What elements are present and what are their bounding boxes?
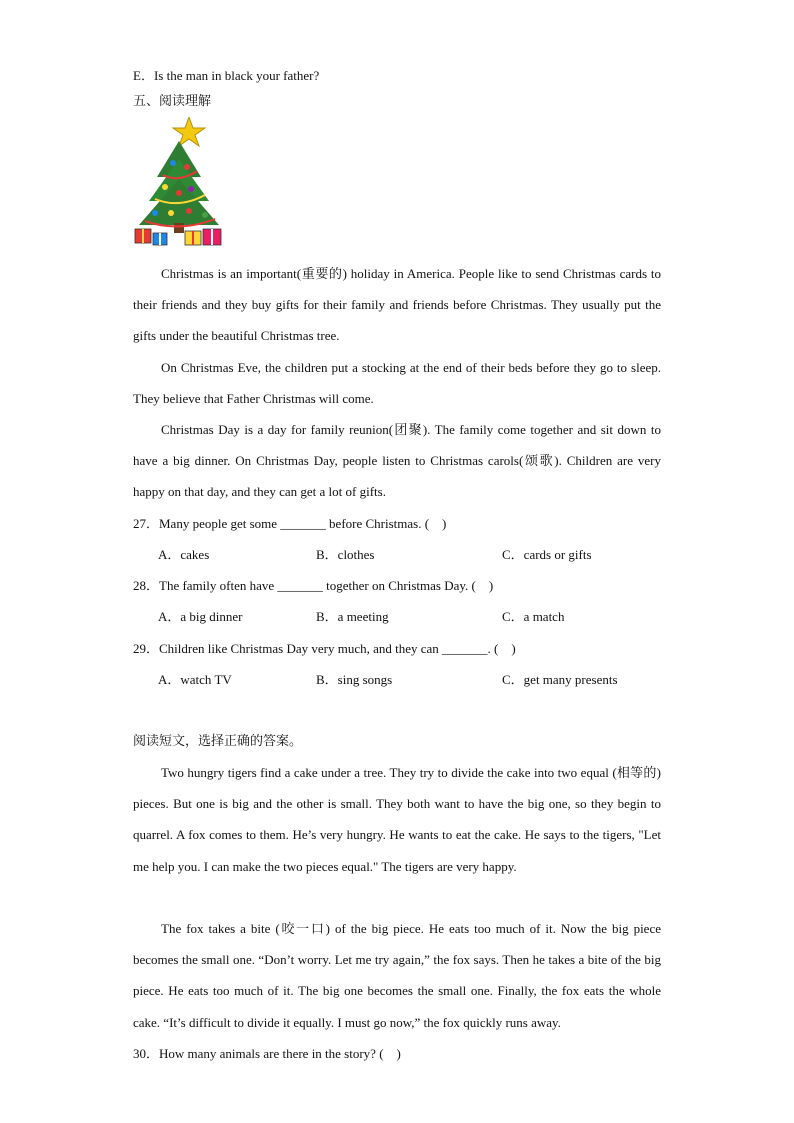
question-28-option-c[interactable]: C．a match [502,609,565,624]
question-28-stem: 28．The family often have _______ together on Christmas Day. ( ) [133,578,494,593]
question-29-option-c[interactable]: C．get many presents [502,672,618,687]
passage1-paragraph2: On Christmas Eve, the children put a stocking at the end of their beds before they go to sleep. They believe that Father Christmas will come. [133,360,661,407]
christmas-tree-icon [133,117,225,250]
question-28-option-a[interactable]: A．a big dinner [158,609,243,624]
section-title: 五、阅读理解 [133,94,212,109]
question-27-option-c[interactable]: C．cards or gifts [502,547,592,562]
question-27-option-b[interactable]: B．clothes [316,547,375,562]
reading-instruction: 阅读短文，选择正确的答案。 [133,734,303,749]
passage2-paragraph2: The fox takes a bite (咬一口) of the big piece. He eats too much of it. Now the big piece becomes the small one. “Don’t worry. Let me try again,” the fox says. Then he takes a bite of the big piece. He eats too much of it. The big one becomes the small one. Finally, the fox eats the whole cake. “It’s difficult to divide it equally. I must go now,” the fox quickly runs away. [133,921,661,1030]
question-29-option-b[interactable]: B．sing songs [316,672,393,687]
question-28-option-b[interactable]: B．a meeting [316,609,389,624]
question-27-stem: 27．Many people get some _______ before Christmas. ( ) [133,516,447,531]
passage1-paragraph1: Christmas is an important(重要的) holiday in America. People like to send Christmas cards to their friends and they buy gifts for their family and friends before Christmas. They usually put the gifts under the beautiful Christmas tree. [133,266,661,344]
passage2-paragraph1: Two hungry tigers find a cake under a tree. They try to divide the cake into two equal (相等的) pieces. But one is big and the other is small. They both want to have the big one, so they begin to quarrel. A fox comes to them. He’s very hungry. He wants to eat the cake. He says to the tigers, "Let me help you. I can make the two pieces equal." The tigers are very happy. [133,765,661,874]
option-e-text: E．Is the man in black your father? [133,68,320,83]
passage1-paragraph3: Christmas Day is a day for family reunion(团聚). The family come together and sit down to have a big dinner. On Christmas Day, people listen to Christmas carols(颂歌). Children are very happy on that day, and they can get a lot of gifts. [133,422,661,500]
question-29-stem: 29．Children like Christmas Day very much, and they can _______. ( ) [133,641,516,656]
question-29-option-a[interactable]: A．watch TV [158,672,232,687]
question-27-option-a[interactable]: A．cakes [158,547,210,562]
question-30-stem: 30．How many animals are there in the story? ( ) [133,1046,401,1061]
